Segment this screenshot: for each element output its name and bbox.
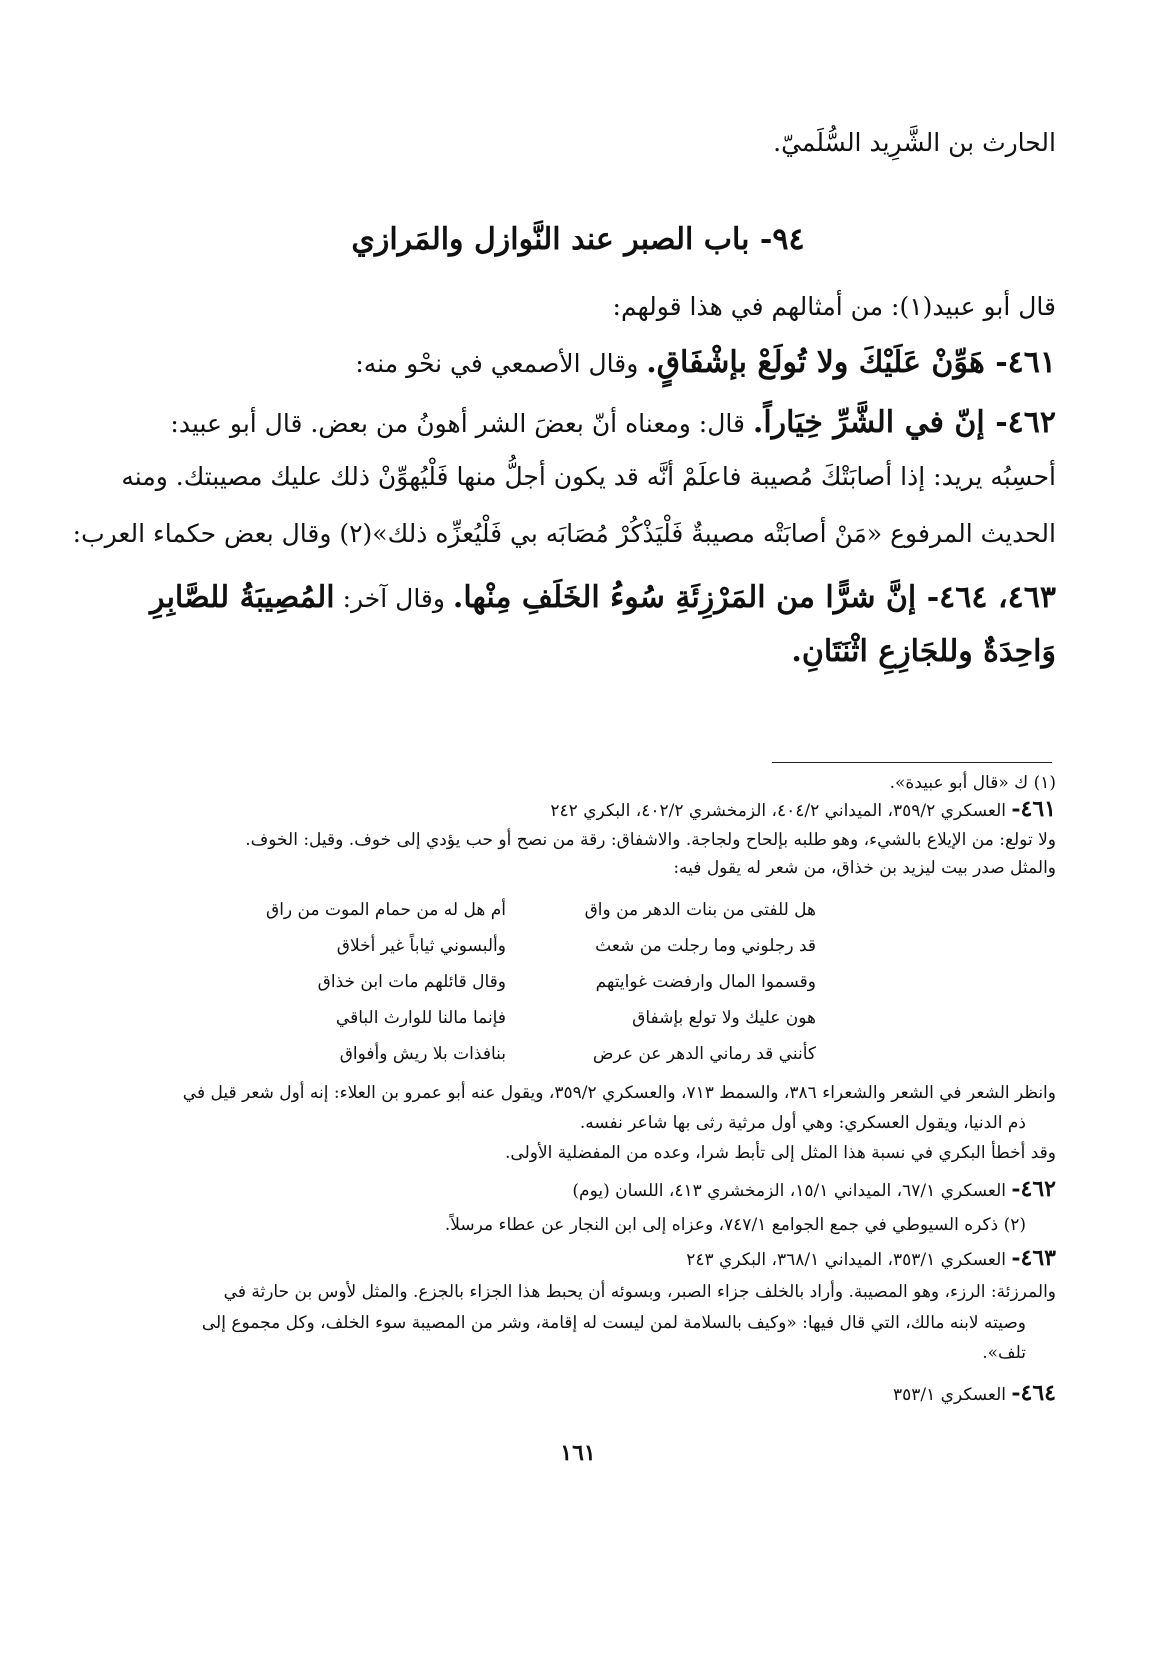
main-line-1: قال أبو عبيد(١): من أمثالهم في هذا قولهم: — [612, 292, 1056, 321]
proverb-461: ٤٦١- هَوِّنْ عَلَيْكَ ولا تُولَعْ بإشْفَاقٍ. — [646, 345, 1056, 380]
note-461-line-3: والمثل صدر بيت ليزيد بن خذاق، من شعر له يقول فيه: — [673, 858, 1056, 878]
note-461-line-6: وقد أخطأ البكري في نسبة هذا المثل إلى تأبط شرا، وعده من المفضلية الأولى. — [505, 1143, 1056, 1163]
note-464-number: ٤٦٤- — [1011, 1380, 1056, 1406]
note-463-line-2: والمرزئة: الرزء، وهو المصيبة. وأراد بالخلف جزاء الصبر، وبسوئه أن يحبط هذا الجزاء بالجزع. والمثل لأوس بن حارثة في — [223, 1282, 1056, 1302]
note-462-number: ٤٦٢- — [1011, 1176, 1056, 1202]
main-line-462 — [96, 405, 1056, 440]
chapter-title: ٩٤- باب الصبر عند النَّوازل والمَرازي — [351, 222, 805, 257]
note-461-line-4: وانظر الشعر في الشعر والشعراء ٣٨٦، والسمط ٧١٣، والعسكري ٣٥٩/٢، ويقول عنه أبو عمرو بن العلاء: إنه أول شعر قيل في — [182, 1083, 1056, 1103]
note-464-text: العسكري ٣٥٣/١ — [892, 1385, 1012, 1405]
verse-2-left: وألبسوني ثياباً غير أخلاق — [336, 936, 506, 956]
proverb-462: ٤٦٢- إنّ في الشَّرِّ خِيَاراً. — [752, 405, 1056, 440]
note-461-line-2: ولا تولع: من الإيلاع بالشيء، وهو طلبه بإلحاح ولجاجة. والاشفاق: رقة من نصح أو حب يؤدي إلى خوف. وقيل: الخوف. — [245, 830, 1056, 850]
verse-4-right: هون عليك ولا تولع بإشفاق — [632, 1008, 816, 1028]
note-461-line-5: ذم الدنيا، ويقول العسكري: وهي أول مرثية رثى بها شاعر نفسه. — [579, 1113, 1026, 1133]
note-463-sources — [56, 1245, 1056, 1271]
note-463-number: ٤٦٣- — [1011, 1245, 1056, 1271]
proverb-463-464: ٤٦٣، ٤٦٤- إنَّ شرًّا من المَرْزِئَةِ سُوءُ الخَلَفِ مِنْها. — [452, 580, 1056, 615]
main-line-4: أحسِبُه يريد: إذا أصابَتْكَ مُصيبة فاعلَمْ أنَّه قد يكون أجلُّ منها فَلْيُهوِّنْ ذلك عليك مصيبتك. ومنه — [121, 462, 1056, 491]
proverb-464-part2: وَاحِدَةٌ وللجَازِعِ اثْنَتَانِ. — [791, 634, 1056, 669]
main-line-462-rest: قال: ومعناه أنّ بعضَ الشر أهونُ من بعض. قال أبو عبيد: — [170, 409, 753, 438]
footnote-divider — [772, 762, 1052, 763]
note-461-text: العسكري ٣٥٩/٢، الميداني ٤٠٤/٢، الزمخشري ٤٠٢/٢، البكري ٢٤٢ — [550, 801, 1012, 821]
verse-4-left: فإنما مالنا للوارث الباقي — [335, 1008, 506, 1028]
note-462-text: العسكري ٦٧/١، الميداني ١٥/١، الزمخشري ٤١٣، اللسان (يوم) — [572, 1181, 1012, 1201]
main-line-461 — [96, 345, 1056, 380]
note-462-sources — [56, 1176, 1056, 1202]
footnote-1: (١) ك «قال أبو عبيدة». — [889, 773, 1056, 793]
note-461-number: ٤٦١- — [1011, 796, 1056, 822]
verse-3-left: وقال قائلهم مات ابن خذاق — [317, 972, 506, 992]
note-463-line-4: تلف». — [982, 1343, 1026, 1363]
note-461-sources — [56, 796, 1056, 822]
main-line-461-rest: وقال الأصمعي في نحْو منه: — [355, 349, 647, 378]
note-464-sources — [56, 1380, 1056, 1406]
header-line: الحارث بن الشَّرِيد السُّلَميّ. — [773, 128, 1056, 157]
main-line-5: الحديث المرفوع «مَنْ أصابَتْه مصيبةٌ فَلْيَذْكُرْ مُصَابَه بي فَلْيُعزِّه ذلك»(٢) وقال بعض حكماء العرب: — [72, 519, 1056, 548]
main-line-463 — [96, 580, 1056, 615]
main-line-463-mid: وقال آخر: — [334, 584, 453, 613]
verse-3-right: وقسموا المال وارفضت غوايتهم — [595, 972, 816, 992]
verse-5-right: كأنني قد رماني الدهر عن عرض — [592, 1044, 816, 1064]
page-number: ١٦١ — [560, 1440, 596, 1466]
verse-2-right: قد رجلوني وما رجلت من شعث — [595, 936, 816, 956]
verse-1-left: أم هل له من حمام الموت من راق — [266, 900, 506, 920]
footnote-2: (٢) ذكره السيوطي في جمع الجوامع ٧٤٧/١، وعزاه إلى ابن النجار عن عطاء مرسلاً. — [444, 1215, 1026, 1235]
note-463-line-3: وصيته لابنه مالك، التي قال فيها: «وكيف بالسلامة لمن ليست له إقامة، وشر من المصيبة سوء الخلف، وكل مجموع إلى — [201, 1313, 1026, 1333]
note-463-text: العسكري ٣٥٣/١، الميداني ٣٦٨/١، البكري ٢٤٣ — [686, 1250, 1012, 1270]
verse-5-left: بنافذات بلا ريش وأفواق — [339, 1044, 506, 1064]
proverb-464-part1: المُصِيبَةُ للصَّابِرِ — [150, 580, 335, 615]
verse-1-right: هل للفتى من بنات الدهر من واق — [584, 900, 816, 920]
